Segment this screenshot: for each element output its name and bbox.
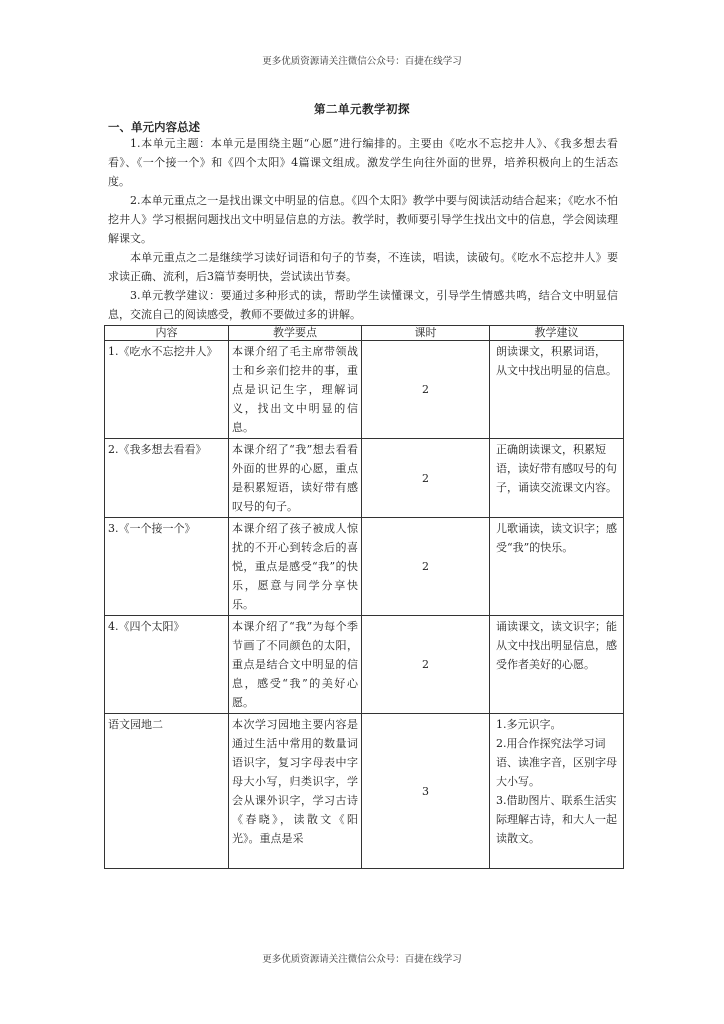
table-header-row: [105, 326, 624, 341]
row-content: 语文园地二: [105, 714, 229, 869]
column-header-hours: 课时: [362, 326, 490, 341]
row-advice: 1.多元识字。 2.用合作探究法学习词语、读准字音，区别字母大小写。 3.借助图片、联系生活实际理解古诗，和大人一起读散文。: [490, 714, 624, 869]
page-footer: 更多优质资源请关注微信公众号：百捷在线学习: [262, 954, 462, 965]
row-points: 本课介绍了“我”为每个季节画了不同颜色的太阳，重点是结合文中明显的信息，感受“我”的美好心愿。: [229, 616, 362, 714]
row-hours: 2: [362, 439, 490, 518]
row-advice: 儿歌诵读，读文识字；感受“我”的快乐。: [490, 518, 624, 616]
row-content: 4.《四个太阳》: [105, 616, 229, 714]
teaching-plan-table: [104, 325, 624, 869]
row-content: 3.《一个接一个》: [105, 518, 229, 616]
row-points-cell: [229, 714, 362, 869]
row-content: 1.《吃水不忘挖井人》: [105, 341, 229, 439]
column-header-advice: 教学建议: [490, 326, 624, 341]
row-content: 2.《我多想去看看》: [105, 439, 229, 518]
row-points: 本课介绍了毛主席带领战士和乡亲们挖井的事，重点是识记生字，理解词义，找出文中明显的信息。: [229, 341, 362, 439]
row-points: 本课介绍了“我”想去看看外面的世界的心愿，重点是积累短语，读好带有感叹号的句子。: [229, 439, 362, 518]
table-row: [105, 714, 624, 869]
table-row: [105, 616, 624, 714]
paragraph-3: 本单元重点之二是继续学习读好词语和句子的节奏，不连读，唱读，读破句。《吃水不忘挖井人》要求读正确、流利，后3篇节奏明快，尝试读出节奏。: [108, 251, 618, 283]
column-header-content: 内容: [105, 326, 229, 341]
table-row: [105, 439, 624, 518]
row-hours: 2: [362, 341, 490, 439]
paragraph-1: 1.本单元主题：本单元是围绕主题“心愿”进行编排的。主要由《吃水不忘挖井人》、《我多想去看看》、《一个接一个》和《四个太阳》4篇课文组成。激发学生向往外面的世界，培养积极向上的生活态度。: [108, 137, 618, 188]
row-hours: 3: [362, 714, 490, 869]
table-row: [105, 518, 624, 616]
row-hours: 2: [362, 616, 490, 714]
document-title: 第二单元教学初探: [314, 102, 410, 116]
column-header-points: 教学要点: [229, 326, 362, 341]
paragraph-2: 2.本单元重点之一是找出课文中明显的信息。《四个太阳》教学中要与阅读活动结合起来；《吃水不怕挖井人》学习根据问题找出文中明显信息的方法。教学时，教师要引导学生找出文中的信息，学会阅读理解课文。: [108, 194, 618, 245]
row-hours: 2: [362, 518, 490, 616]
row-advice: 诵读课文，读文识字；能从文中找出明显信息，感受作者美好的心愿。: [490, 616, 624, 714]
table-row: [105, 341, 624, 439]
row-points: 本课介绍了孩子被成人惊扰的不开心到转念后的喜悦，重点是感受“我”的快乐，愿意与同学分享快乐。: [229, 518, 362, 616]
document-body: [108, 134, 618, 324]
paragraph-4: 3.单元教学建议：要通过多种形式的读，帮助学生读懂课文，引导学生情感共鸣，结合文中明显信息，交流自己的阅读感受，教师不要做过多的讲解。: [108, 289, 618, 321]
row-advice: 朗读课文，积累词语， 从文中找出明显的信息。: [490, 341, 624, 439]
section-heading: 一、单元内容总述: [108, 120, 200, 134]
row-points: 本次学习园地主要内容是通过生活中常用的数量词语识字，复习字母表中字母大小写，归类识字，学会从课外识字，学习古诗《春晓》，读散文《阳光》。重点是采: [232, 718, 358, 845]
row-advice: 正确朗读课文，积累短语，读好带有感叹号的句子，诵读交流课文内容。: [490, 439, 624, 518]
page-header: 更多优质资源请关注微信公众号：百捷在线学习: [262, 56, 462, 67]
